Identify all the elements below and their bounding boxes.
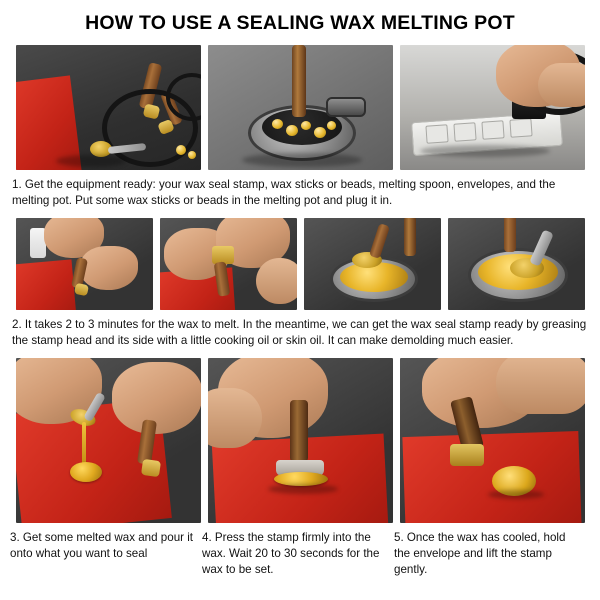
step-2-caption: 2. It takes 2 to 3 minutes for the wax to melt. In the meantime, we can get the wax seal stamp ready by greasing the stamp head and its side with a little cooking oil or skin oil. It can make demolding much easier. — [12, 317, 587, 347]
steps-3-5-caption-row — [10, 530, 590, 578]
step-1-caption: 1. Get the equipment ready: your wax seal stamp, wax sticks or beads, melting spoon, envelopes, and the melting pot. Put some wax sticks or beads in the melting pot and plug it in. — [12, 178, 556, 207]
step-1-photo-3 — [400, 45, 585, 170]
step-1-photo-2 — [208, 45, 393, 170]
step-2-photo-1 — [16, 218, 153, 310]
step-5-caption: 5. Once the wax has cooled, hold the envelope and lift the stamp gently. — [394, 530, 566, 576]
page-title: HOW TO USE A SEALING WAX MELTING POT — [85, 12, 515, 34]
step-1-section — [10, 45, 590, 209]
steps-3-5-section — [10, 358, 590, 578]
step-2-photo-2 — [160, 218, 297, 310]
step-2-photo-4 — [448, 218, 585, 310]
step-2-photo-3 — [304, 218, 441, 310]
step-3-photo — [16, 358, 201, 523]
step-1-photo-row — [10, 45, 590, 170]
step-4-caption: 4. Press the stamp firmly into the wax. Wait 20 to 30 seconds for the wax to be set. — [202, 530, 380, 576]
step-5-photo — [400, 358, 585, 523]
step-4-photo — [208, 358, 393, 523]
step-2-section — [10, 218, 590, 349]
step-1-photo-1 — [16, 45, 201, 170]
step-3-caption: 3. Get some melted wax and pour it onto what you want to seal — [10, 530, 194, 560]
step-2-photo-row — [10, 218, 590, 310]
steps-3-5-photo-row — [10, 358, 590, 523]
